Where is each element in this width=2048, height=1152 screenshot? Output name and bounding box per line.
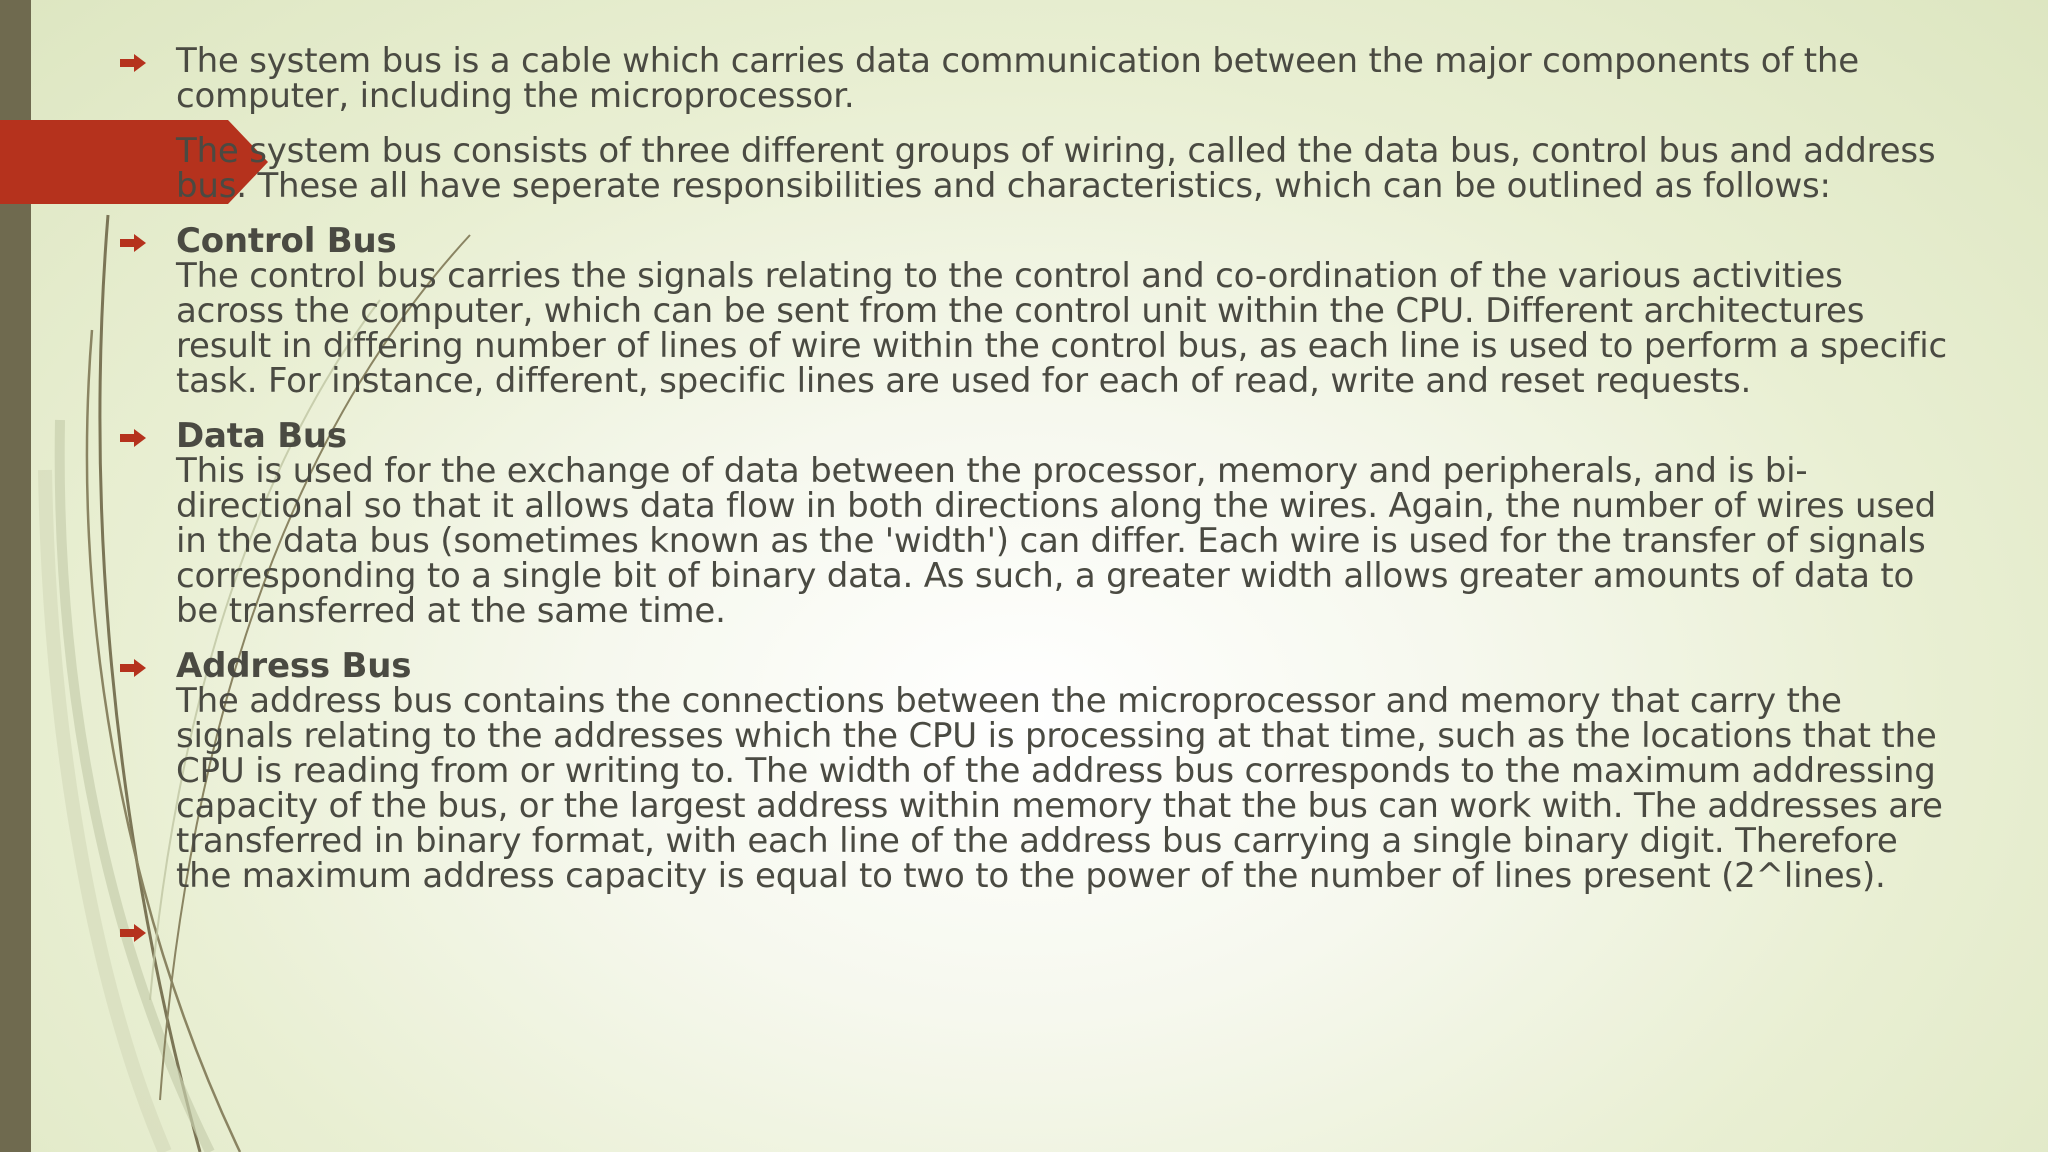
item-body: The system bus is a cable which carries data communication between the major components of the computer, including the microprocessor. xyxy=(176,41,1859,116)
bullet-item-system-bus-groups xyxy=(120,131,1950,206)
arrow-right-bullet-icon xyxy=(120,429,146,447)
arrow-right-bullet-icon xyxy=(120,924,146,942)
item-heading: Control Bus xyxy=(176,221,397,261)
bullet-list xyxy=(120,41,1950,949)
bullet-item-empty xyxy=(120,914,1950,949)
bullet-item-control-bus xyxy=(120,221,1950,401)
item-body: The control bus carries the signals relating to the control and co-ordination of the various activities across the computer, which can be sent from the control unit within the CPU. Different architectures result in differing number of lines of wire within the control bus, as each line is used to perform a specific task. For instance, different, specific lines are used for each of read, write and reset requests. xyxy=(176,256,1947,401)
item-heading: Data Bus xyxy=(176,416,347,456)
bullet-item-system-bus xyxy=(120,41,1950,116)
arrow-right-bullet-icon xyxy=(120,234,146,252)
item-body: The system bus consists of three different groups of wiring, called the data bus, control bus and address bus. These all have seperate responsibilities and characteristics, which can be outlined as follows: xyxy=(176,131,1936,206)
arrow-right-bullet-icon xyxy=(120,54,146,72)
bullet-item-address-bus xyxy=(120,646,1950,896)
item-heading: Address Bus xyxy=(176,646,412,686)
bullet-item-data-bus xyxy=(120,416,1950,631)
arrow-right-bullet-icon xyxy=(120,659,146,677)
item-body: The address bus contains the connections between the microprocessor and memory that carry the signals relating to the addresses which the CPU is processing at that time, such as the locations that the CPU is reading from or writing to. The width of the address bus corresponds to the maximum addressing capacity of the bus, or the largest address within memory that the bus can work with. The addresses are transferred in binary format, with each line of the address bus carrying a single binary digit. Therefore the maximum address capacity is equal to two to the power of the number of lines present (2^lines). xyxy=(176,681,1943,896)
item-body: This is used for the exchange of data between the processor, memory and peripherals, and is bi-directional so that it allows data flow in both directions along the wires. Again, the number of wires used in the data bus (sometimes known as the 'width') can differ. Each wire is used for the transfer of signals corresponding to a single bit of binary data. As such, a greater width allows greater amounts of data to be transferred at the same time. xyxy=(176,451,1936,631)
